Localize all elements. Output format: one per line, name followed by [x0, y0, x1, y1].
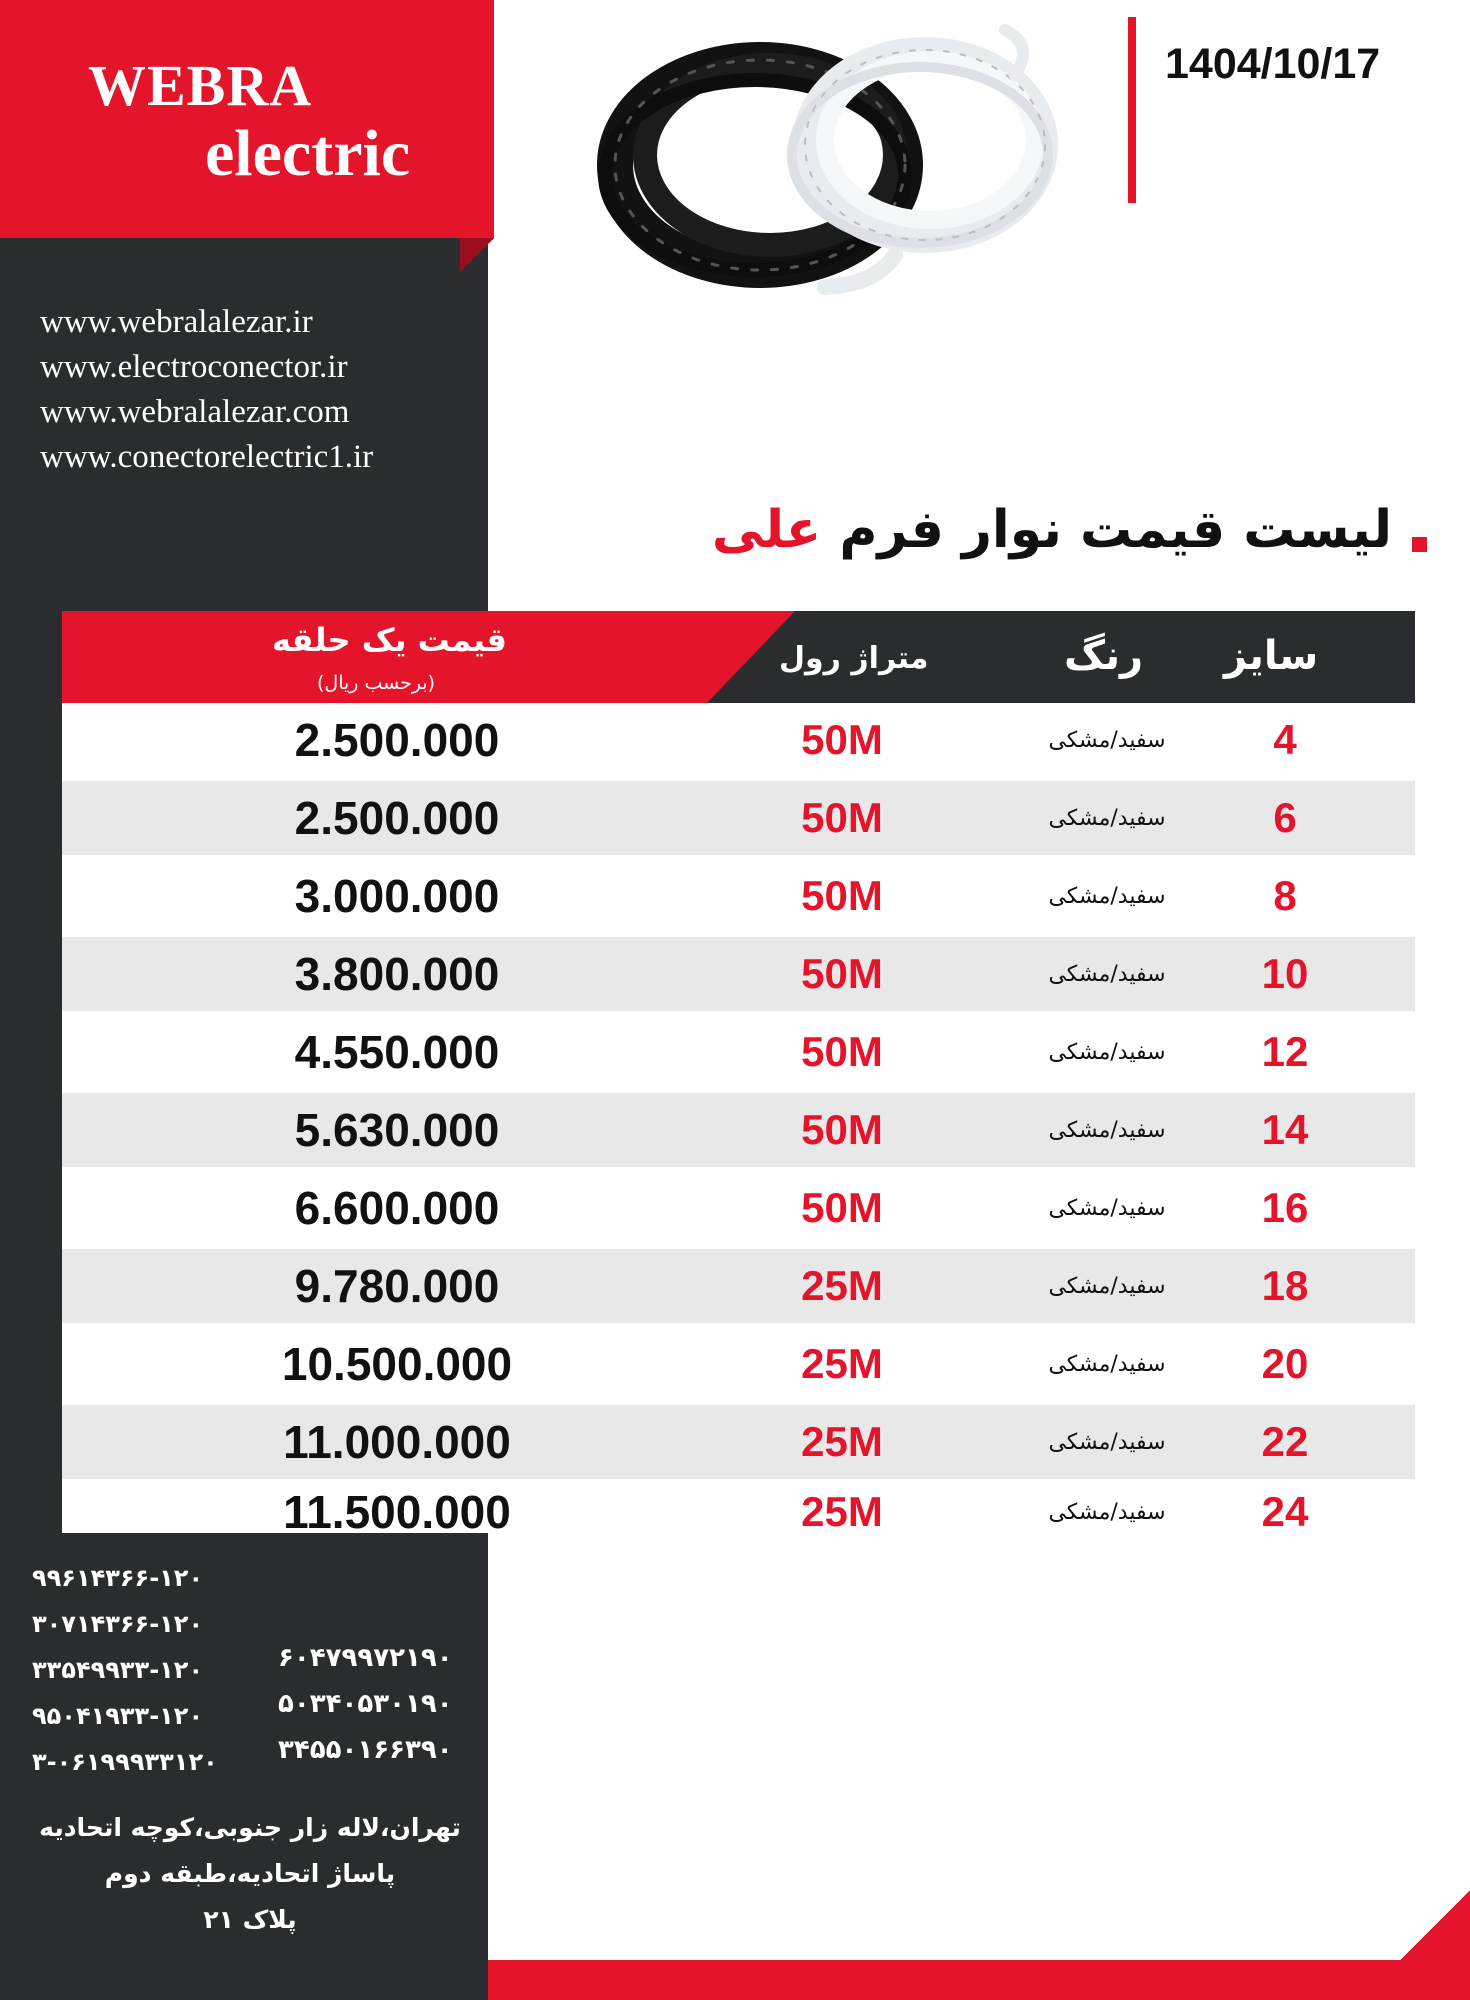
row-color: سفید/مشکی [1048, 727, 1166, 753]
row-roll-length: 50M [801, 794, 883, 841]
website-link[interactable]: www.electroconector.ir [40, 349, 348, 385]
row-price: 9.780.000 [294, 1260, 500, 1312]
row-color: سفید/مشکی [1048, 961, 1166, 987]
row-color: سفید/مشکی [1048, 1273, 1166, 1299]
table-row [62, 1015, 1415, 1089]
row-price: 11.500.000 [283, 1486, 511, 1538]
brand-subname: electric [205, 117, 411, 190]
row-color: سفید/مشکی [1048, 883, 1166, 909]
brand-box [0, 0, 494, 238]
row-size: 14 [1261, 1106, 1309, 1153]
row-size: 24 [1261, 1488, 1309, 1535]
spiral-wrap-band-photo [595, 15, 1095, 315]
row-size: 8 [1273, 872, 1297, 919]
corner-decoration [1400, 1890, 1470, 1960]
row-color: سفید/مشکی [1048, 1195, 1166, 1221]
row-price: 11.000.000 [283, 1416, 511, 1468]
price-list-date: 1404/10/17 [1165, 40, 1381, 88]
row-price: 10.500.000 [281, 1338, 513, 1390]
table-row [62, 937, 1415, 1011]
row-color: سفید/مشکی [1048, 1039, 1166, 1065]
row-price: 5.630.000 [294, 1104, 500, 1156]
table-row [62, 1249, 1415, 1323]
row-price: 2.500.000 [294, 792, 500, 844]
row-color: سفید/مشکی [1048, 1351, 1166, 1377]
row-roll-length: 50M [801, 1184, 883, 1231]
phone-number[interactable]: ۰۲۱-۶۶۳۴۱۶۹۹ [32, 1564, 204, 1592]
website-link[interactable]: www.conectorelectric1.ir [40, 439, 374, 475]
row-size: 6 [1273, 794, 1297, 841]
row-roll-length: 25M [801, 1418, 883, 1465]
row-color: سفید/مشکی [1048, 805, 1166, 831]
header-color: رنگ [1064, 633, 1144, 679]
website-link[interactable]: www.webralalezar.ir [40, 304, 313, 340]
row-roll-length: 50M [801, 1106, 883, 1153]
table-row [62, 1405, 1415, 1479]
landline-phones [32, 1555, 218, 1785]
title-bullet [1412, 537, 1427, 552]
row-roll-length: 50M [801, 872, 883, 919]
bottom-dark-strip [0, 1960, 488, 2000]
mobile-number[interactable]: ۰۹۱۲۷۹۹۷۴۰۶ [278, 1643, 453, 1673]
website-link[interactable]: www.webralalezar.com [40, 394, 350, 430]
row-size: 18 [1261, 1262, 1309, 1309]
mobile-phones [278, 1635, 453, 1773]
row-price: 3.000.000 [294, 870, 500, 922]
address-line: تهران،لاله زار جنوبی،کوچه اتحادیه [39, 1813, 461, 1842]
row-size: 10 [1261, 950, 1309, 997]
header-size: سایز [1224, 633, 1319, 679]
table-row [62, 859, 1415, 933]
row-price: 4.550.000 [294, 1026, 500, 1078]
row-roll-length: 50M [801, 950, 883, 997]
phone-number[interactable]: ۰۲۱-۳۳۹۹۴۵۳۳ [32, 1656, 204, 1684]
row-roll-length: 50M [801, 1028, 883, 1075]
header-roll-length: متراژ رول [779, 641, 929, 676]
table-row [62, 1483, 1415, 1541]
table-row [62, 703, 1415, 777]
row-price: 6.600.000 [294, 1182, 500, 1234]
header-price-unit: (برحسب ریال) [317, 672, 436, 694]
brand-name: WEBRA [88, 53, 313, 118]
phone-number[interactable]: ۰۲۱-۶۶۳۴۱۷۰۳ [32, 1610, 204, 1638]
bottom-red-strip [488, 1960, 1470, 2000]
date-accent-bar [1128, 17, 1136, 203]
phone-number[interactable]: ۰۲۱-۳۳۹۱۴۰۵۹ [32, 1702, 204, 1730]
brand-fold-decoration [460, 238, 494, 272]
row-size: 4 [1273, 716, 1297, 763]
table-row [62, 1327, 1415, 1401]
phone-number[interactable]: ۰۲۱۳۳۹۹۹۱۶۰-۳ [32, 1748, 218, 1776]
table-row [62, 1171, 1415, 1245]
row-price: 3.800.000 [294, 948, 500, 1000]
mobile-number[interactable]: ۰۹۳۶۶۱۰۵۵۴۳ [278, 1735, 453, 1765]
address-line: پاساژ اتحادیه،طبقه دوم [104, 1859, 396, 1888]
table-header [62, 611, 1415, 703]
row-color: سفید/مشکی [1048, 1429, 1166, 1455]
table-row [62, 1093, 1415, 1167]
header-price: قیمت یک حلقه [272, 621, 507, 659]
row-price: 2.500.000 [294, 714, 500, 766]
row-roll-length: 50M [801, 716, 883, 763]
page-title [712, 500, 1392, 560]
row-size: 20 [1261, 1340, 1309, 1387]
website-list [40, 300, 373, 480]
shop-address [30, 1805, 470, 1943]
mobile-number[interactable]: ۰۹۱۰۳۵۰۴۳۰۵ [278, 1689, 453, 1719]
row-roll-length: 25M [801, 1340, 883, 1387]
title-highlight: علی [711, 500, 822, 560]
table-row [62, 781, 1415, 855]
row-size: 22 [1261, 1418, 1309, 1465]
row-roll-length: 25M [801, 1488, 883, 1535]
row-size: 16 [1261, 1184, 1309, 1231]
row-color: سفید/مشکی [1048, 1117, 1166, 1143]
row-color: سفید/مشکی [1048, 1499, 1166, 1525]
price-table [62, 611, 1415, 1538]
row-roll-length: 25M [801, 1262, 883, 1309]
row-size: 12 [1261, 1028, 1309, 1075]
title-main: لیست قیمت نوار فرم [821, 500, 1392, 560]
address-line: پلاک ۲۱ [203, 1905, 297, 1934]
